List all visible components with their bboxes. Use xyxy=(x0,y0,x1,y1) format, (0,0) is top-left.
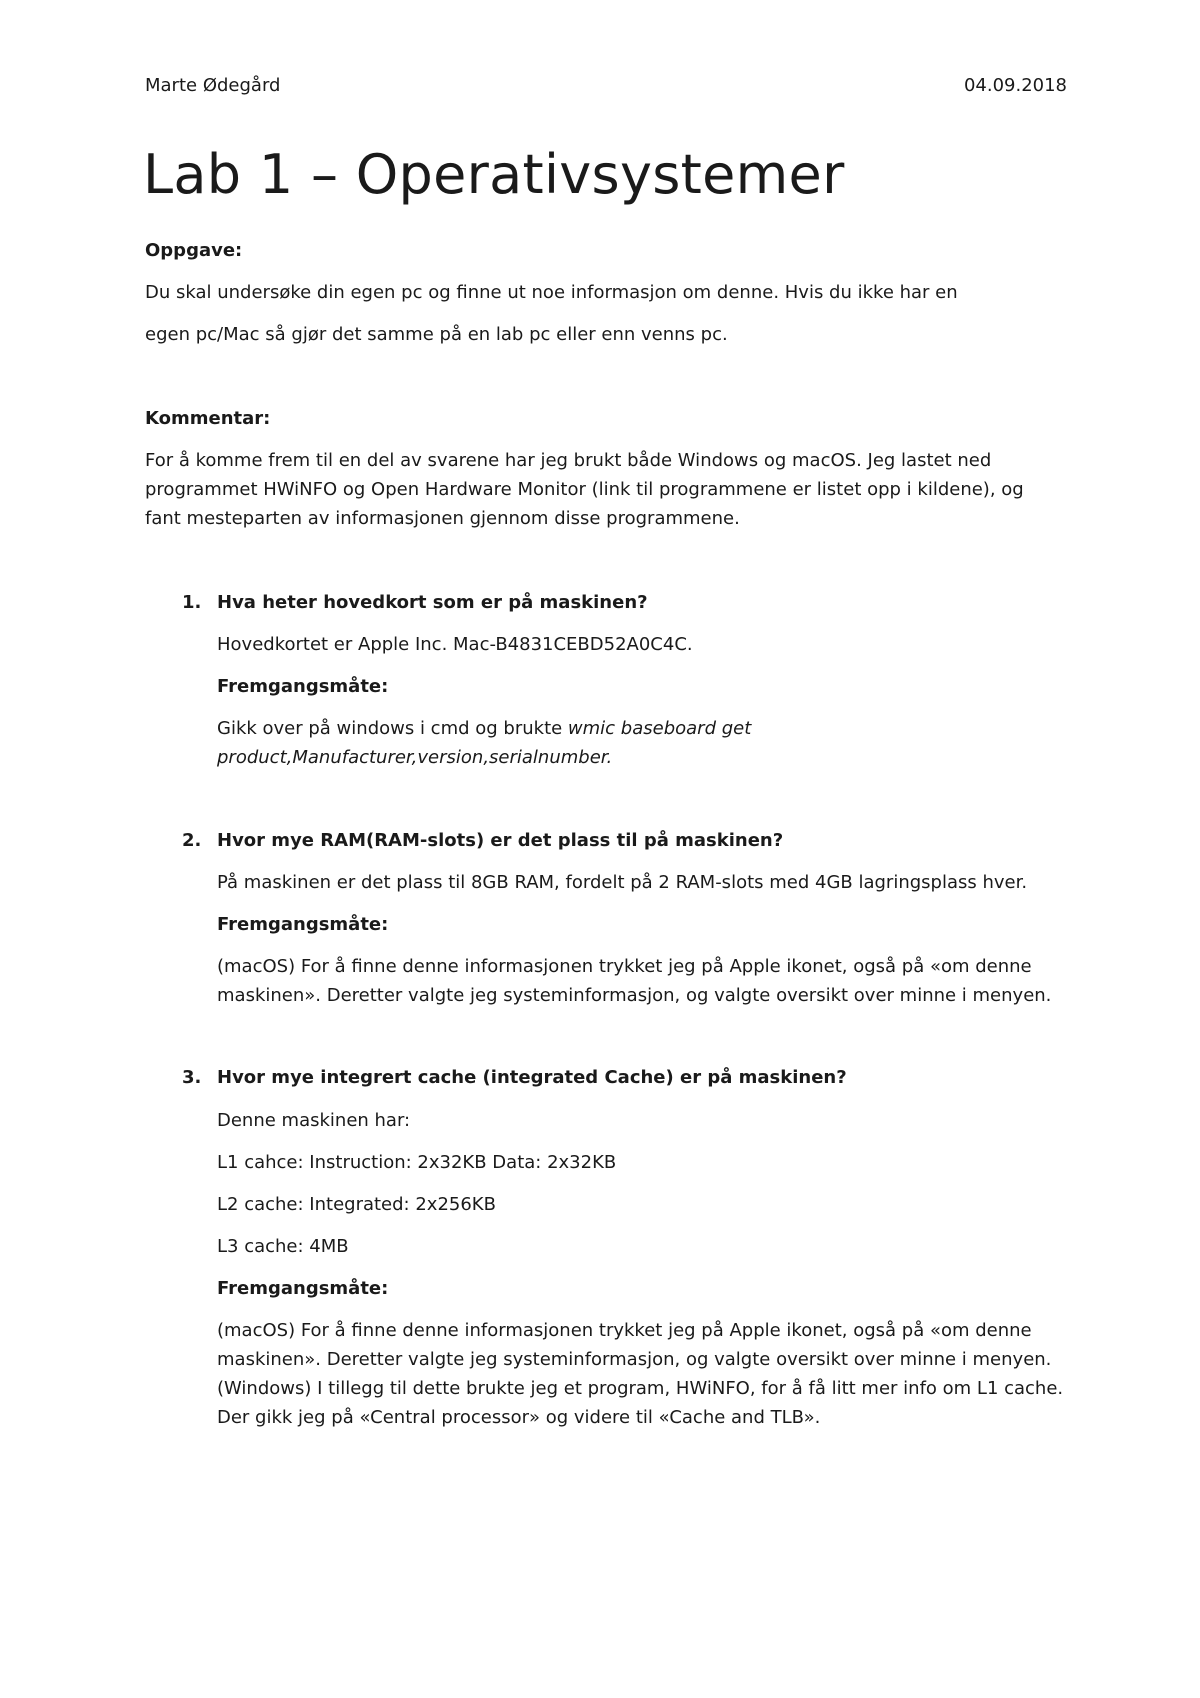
answer-3-line-2: L1 cahce: Instruction: 2x32KB Data: 2x32KB xyxy=(217,1152,617,1173)
method-3-line-4: Der gikk jeg på «Central processor» og videre til «Cache and TLB». xyxy=(217,1407,821,1428)
method-3-line-1: (macOS) For å finne denne informasjonen trykket jeg på Apple ikonet, også på «om denne xyxy=(217,1320,1032,1341)
method-1-line-1 xyxy=(217,714,1077,743)
question-text: Hva heter hovedkort som er på maskinen? xyxy=(217,592,648,613)
comment-line-3: fant mesteparten av informasjonen gjennom disse programmene. xyxy=(145,508,740,529)
answer-3-line-1: Denne maskinen har: xyxy=(217,1110,411,1131)
answer-1: Hovedkortet er Apple Inc. Mac-B4831CEBD52A0C4C. xyxy=(217,634,693,655)
answer-2: På maskinen er det plass til 8GB RAM, fordelt på 2 RAM-slots med 4GB lagringsplass hver. xyxy=(217,872,1028,893)
comment-line-1: For å komme frem til en del av svarene har jeg brukt både Windows og macOS. Jeg lastet ned xyxy=(145,450,992,471)
question-1 xyxy=(182,588,648,617)
method-3-line-3: (Windows) I tillegg til dette brukte jeg et program, HWiNFO, for å få litt mer info om L1 cache. xyxy=(217,1378,1064,1399)
question-text: Hvor mye integrert cache (integrated Cache) er på maskinen? xyxy=(217,1067,847,1088)
question-number: 3. xyxy=(182,1067,202,1088)
command-text: wmic baseboard get xyxy=(567,718,752,739)
task-text-line-2: egen pc/Mac så gjør det samme på en lab pc eller enn venns pc. xyxy=(145,324,728,345)
document-date: 04.09.2018 xyxy=(963,75,1067,96)
answer-3-line-4: L3 cache: 4MB xyxy=(217,1236,349,1257)
method-2-line-1: (macOS) For å finne denne informasjonen trykket jeg på Apple ikonet, også på «om denne xyxy=(217,956,1032,977)
method-label-2: Fremgangsmåte: xyxy=(217,914,389,935)
author-name: Marte Ødegård xyxy=(145,75,281,96)
comment-heading: Kommentar: xyxy=(145,408,271,429)
method-2-line-2: maskinen». Deretter valgte jeg systeminformasjon, og valgte oversikt over minne i menyen. xyxy=(217,985,1052,1006)
method-prefix: Gikk over på windows i cmd og brukte xyxy=(217,718,568,739)
task-text-line-1: Du skal undersøke din egen pc og finne ut noe informasjon om denne. Hvis du ikke har en xyxy=(145,282,958,303)
question-3 xyxy=(182,1063,847,1092)
page-header xyxy=(145,74,1067,98)
question-number: 2. xyxy=(182,830,202,851)
method-3-line-2: maskinen». Deretter valgte jeg systeminformasjon, og valgte oversikt over minne i menyen. xyxy=(217,1349,1052,1370)
comment-line-2: programmet HWiNFO og Open Hardware Monitor (link til programmene er listet opp i kildene), og xyxy=(145,479,1024,500)
method-1-line-2: product,Manufacturer,version,serialnumber. xyxy=(217,747,613,768)
method-label-1: Fremgangsmåte: xyxy=(217,676,389,697)
method-label-3: Fremgangsmåte: xyxy=(217,1278,389,1299)
question-2 xyxy=(182,826,783,855)
answer-3-line-3: L2 cache: Integrated: 2x256KB xyxy=(217,1194,496,1215)
document-title: Lab 1 – Operativsystemer xyxy=(143,143,845,206)
question-number: 1. xyxy=(182,592,202,613)
question-text: Hvor mye RAM(RAM-slots) er det plass til på maskinen? xyxy=(217,830,784,851)
task-heading: Oppgave: xyxy=(145,240,243,261)
